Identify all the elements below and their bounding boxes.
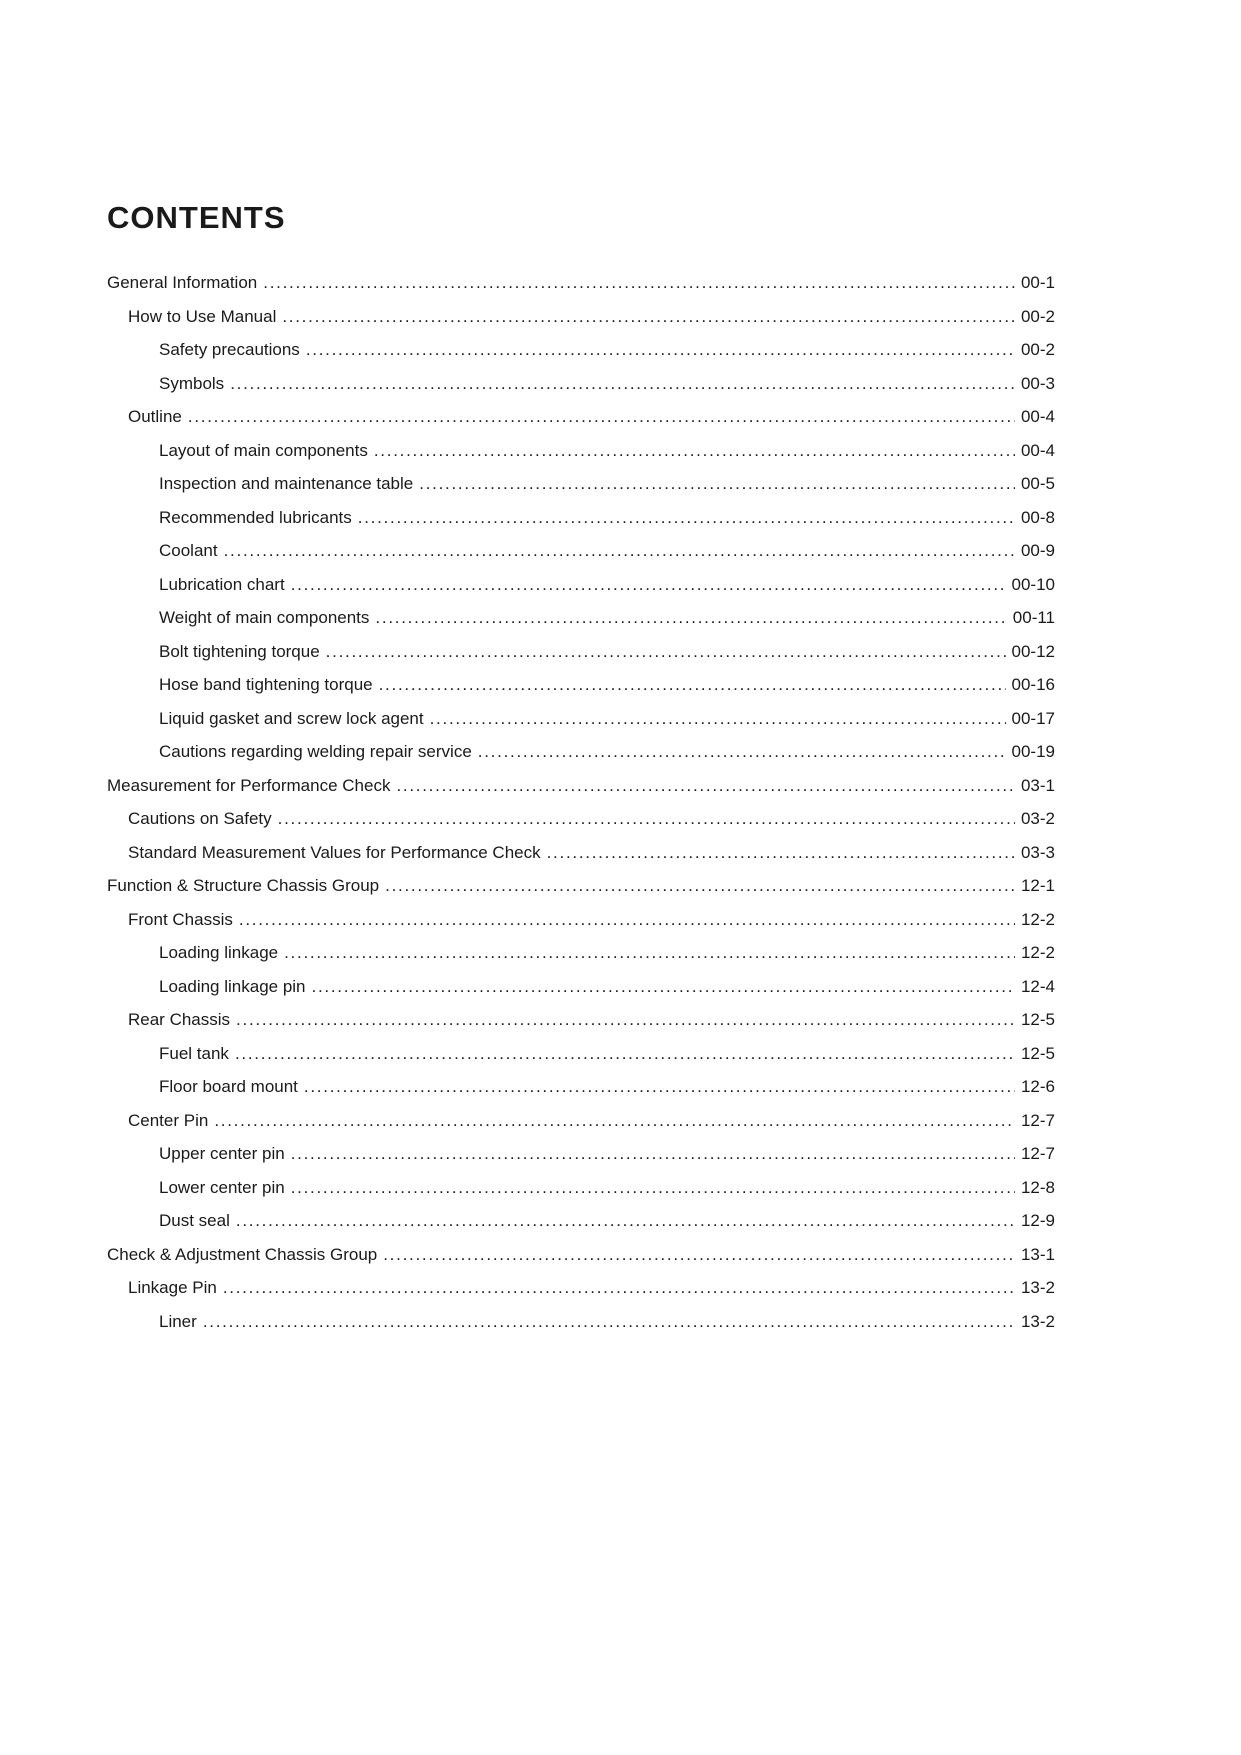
toc-entry[interactable] xyxy=(107,802,1055,836)
toc-entry[interactable] xyxy=(107,1238,1055,1272)
toc-entry-page-number: 03-1 xyxy=(1020,775,1055,795)
toc-entry-page-number: 00-5 xyxy=(1020,474,1055,493)
toc-leader-dots xyxy=(396,769,1015,803)
toc-entry[interactable] xyxy=(107,1070,1055,1104)
toc-entry-page-number: 00-19 xyxy=(1011,742,1055,761)
toc-leader-dots xyxy=(235,1037,1015,1071)
toc-entry[interactable] xyxy=(107,903,1055,937)
toc-entry-page-number: 00-8 xyxy=(1020,507,1055,527)
toc-entry-page-number: 00-9 xyxy=(1020,541,1055,560)
toc-entry[interactable] xyxy=(107,836,1055,870)
toc-entry-page-number: 03-3 xyxy=(1020,842,1055,862)
toc-entry-page-number: 12-7 xyxy=(1020,1144,1055,1163)
toc-entry[interactable] xyxy=(107,1037,1055,1071)
toc-entry-page-number: 00-4 xyxy=(1020,440,1055,460)
toc-entry[interactable] xyxy=(107,1305,1055,1339)
toc-entry-label: Measurement for Performance Check xyxy=(107,775,391,795)
toc-entry-page-number: 12-2 xyxy=(1020,909,1055,929)
toc-entry[interactable] xyxy=(107,970,1055,1004)
toc-entry[interactable] xyxy=(107,869,1055,903)
toc-entry-label: Bolt tightening torque xyxy=(159,641,320,661)
toc-leader-dots xyxy=(236,1003,1015,1037)
toc-entry-page-number: 12-6 xyxy=(1020,1077,1055,1096)
toc-entry-label: Check & Adjustment Chassis Group xyxy=(107,1244,378,1264)
toc-leader-dots xyxy=(547,836,1015,870)
toc-entry[interactable] xyxy=(107,1003,1055,1037)
toc-entry-page-number: 13-2 xyxy=(1020,1311,1055,1331)
toc-list xyxy=(107,266,1055,1338)
toc-entry-label: Lower center pin xyxy=(159,1177,285,1197)
toc-entry[interactable] xyxy=(107,668,1055,702)
toc-entry-label: Standard Measurement Values for Performance Check xyxy=(128,842,541,862)
toc-entry-page-number: 12-5 xyxy=(1020,1010,1055,1029)
toc-leader-dots xyxy=(263,266,1015,300)
toc-leader-dots xyxy=(430,702,1006,736)
toc-leader-dots xyxy=(291,1137,1015,1171)
toc-entry-label: Rear Chassis xyxy=(128,1010,231,1029)
toc-leader-dots xyxy=(375,601,1006,635)
toc-entry-label: Floor board mount xyxy=(159,1077,298,1096)
toc-entry-page-number: 00-2 xyxy=(1020,306,1055,326)
toc-leader-dots xyxy=(374,434,1015,468)
toc-entry-label: Cautions on Safety xyxy=(128,809,272,828)
toc-entry-page-number: 12-5 xyxy=(1020,1043,1055,1063)
toc-entry-label: Loading linkage xyxy=(159,943,279,962)
toc-leader-dots xyxy=(239,903,1015,937)
toc-entry[interactable] xyxy=(107,400,1055,434)
toc-leader-dots xyxy=(214,1104,1015,1138)
toc-leader-dots xyxy=(379,668,1006,702)
toc-entry[interactable] xyxy=(107,1204,1055,1238)
toc-entry-page-number: 00-2 xyxy=(1020,340,1055,359)
toc-entry-label: Lubrication chart xyxy=(159,574,285,594)
toc-leader-dots xyxy=(284,936,1015,970)
toc-entry-label: Layout of main components xyxy=(159,440,368,460)
toc-leader-dots xyxy=(383,1238,1015,1272)
toc-entry[interactable] xyxy=(107,936,1055,970)
toc-entry-label: Liner xyxy=(159,1311,197,1331)
toc-entry[interactable] xyxy=(107,702,1055,736)
toc-entry-page-number: 12-7 xyxy=(1020,1110,1055,1130)
toc-entry-label: How to Use Manual xyxy=(128,306,277,326)
toc-leader-dots xyxy=(304,1070,1015,1104)
toc-leader-dots xyxy=(224,534,1015,568)
toc-entry-page-number: 00-12 xyxy=(1011,641,1055,661)
toc-entry-label: Dust seal xyxy=(159,1211,230,1230)
toc-leader-dots xyxy=(282,300,1015,334)
toc-entry-page-number: 00-3 xyxy=(1020,373,1055,393)
toc-entry-label: Function & Structure Chassis Group xyxy=(107,876,380,895)
toc-entry[interactable] xyxy=(107,635,1055,669)
toc-entry-page-number: 13-1 xyxy=(1020,1244,1055,1264)
toc-entry-page-number: 00-16 xyxy=(1011,675,1055,694)
toc-leader-dots xyxy=(223,1271,1015,1305)
toc-entry[interactable] xyxy=(107,735,1055,769)
toc-leader-dots xyxy=(312,970,1015,1004)
toc-leader-dots xyxy=(306,333,1015,367)
toc-entry-label: Loading linkage pin xyxy=(159,976,306,996)
toc-entry[interactable] xyxy=(107,367,1055,401)
toc-leader-dots xyxy=(419,467,1015,501)
toc-entry[interactable] xyxy=(107,266,1055,300)
toc-leader-dots xyxy=(385,869,1015,903)
toc-entry[interactable] xyxy=(107,568,1055,602)
toc-entry[interactable] xyxy=(107,1104,1055,1138)
toc-entry-label: Symbols xyxy=(159,373,225,393)
toc-leader-dots xyxy=(358,501,1015,535)
toc-entry[interactable] xyxy=(107,1271,1055,1305)
toc-entry[interactable] xyxy=(107,1171,1055,1205)
toc-entry[interactable] xyxy=(107,534,1055,568)
toc-entry[interactable] xyxy=(107,300,1055,334)
toc-entry-label: Hose band tightening torque xyxy=(159,675,373,694)
toc-entry-label: Inspection and maintenance table xyxy=(159,474,414,493)
toc-entry-page-number: 00-10 xyxy=(1011,574,1055,594)
toc-entry[interactable] xyxy=(107,501,1055,535)
toc-entry-page-number: 03-2 xyxy=(1020,809,1055,828)
toc-entry[interactable] xyxy=(107,1137,1055,1171)
toc-leader-dots xyxy=(236,1204,1015,1238)
toc-leader-dots xyxy=(203,1305,1015,1339)
toc-entry-page-number: 12-4 xyxy=(1020,976,1055,996)
toc-leader-dots xyxy=(188,400,1015,434)
toc-leader-dots xyxy=(291,1171,1015,1205)
toc-entry-page-number: 12-8 xyxy=(1020,1177,1055,1197)
toc-entry-page-number: 00-11 xyxy=(1012,608,1055,627)
toc-entry-page-number: 13-2 xyxy=(1020,1278,1055,1297)
toc-entry-label: Coolant xyxy=(159,541,218,560)
toc-entry-label: Upper center pin xyxy=(159,1144,285,1163)
toc-entry[interactable] xyxy=(107,769,1055,803)
toc-entry-label: Recommended lubricants xyxy=(159,507,352,527)
toc-leader-dots xyxy=(230,367,1015,401)
toc-leader-dots xyxy=(478,735,1006,769)
toc-entry[interactable] xyxy=(107,601,1055,635)
toc-leader-dots xyxy=(291,568,1006,602)
toc-entry-page-number: 12-9 xyxy=(1020,1211,1055,1230)
toc-entry-page-number: 12-2 xyxy=(1020,943,1055,962)
toc-leader-dots xyxy=(326,635,1006,669)
toc-entry-label: Front Chassis xyxy=(128,909,233,929)
toc-entry-label: Safety precautions xyxy=(159,340,300,359)
toc-entry-page-number: 00-1 xyxy=(1020,273,1055,292)
toc-entry-label: Liquid gasket and screw lock agent xyxy=(159,708,424,728)
toc-entry-label: Cautions regarding welding repair service xyxy=(159,742,472,761)
toc-entry-label: Outline xyxy=(128,407,182,426)
toc-entry[interactable] xyxy=(107,467,1055,501)
toc-entry[interactable] xyxy=(107,333,1055,367)
toc-entry-label: Linkage Pin xyxy=(128,1278,217,1297)
toc-entry-page-number: 00-17 xyxy=(1011,708,1055,728)
toc-entry-label: Fuel tank xyxy=(159,1043,229,1063)
toc-entry-page-number: 12-1 xyxy=(1020,876,1055,895)
toc-leader-dots xyxy=(278,802,1015,836)
toc-entry-label: General Information xyxy=(107,273,258,292)
toc-entry[interactable] xyxy=(107,434,1055,468)
toc-entry-page-number: 00-4 xyxy=(1020,407,1055,426)
toc-entry-label: Center Pin xyxy=(128,1110,209,1130)
toc-entry-label: Weight of main components xyxy=(159,608,370,627)
page-title: CONTENTS xyxy=(107,200,286,235)
